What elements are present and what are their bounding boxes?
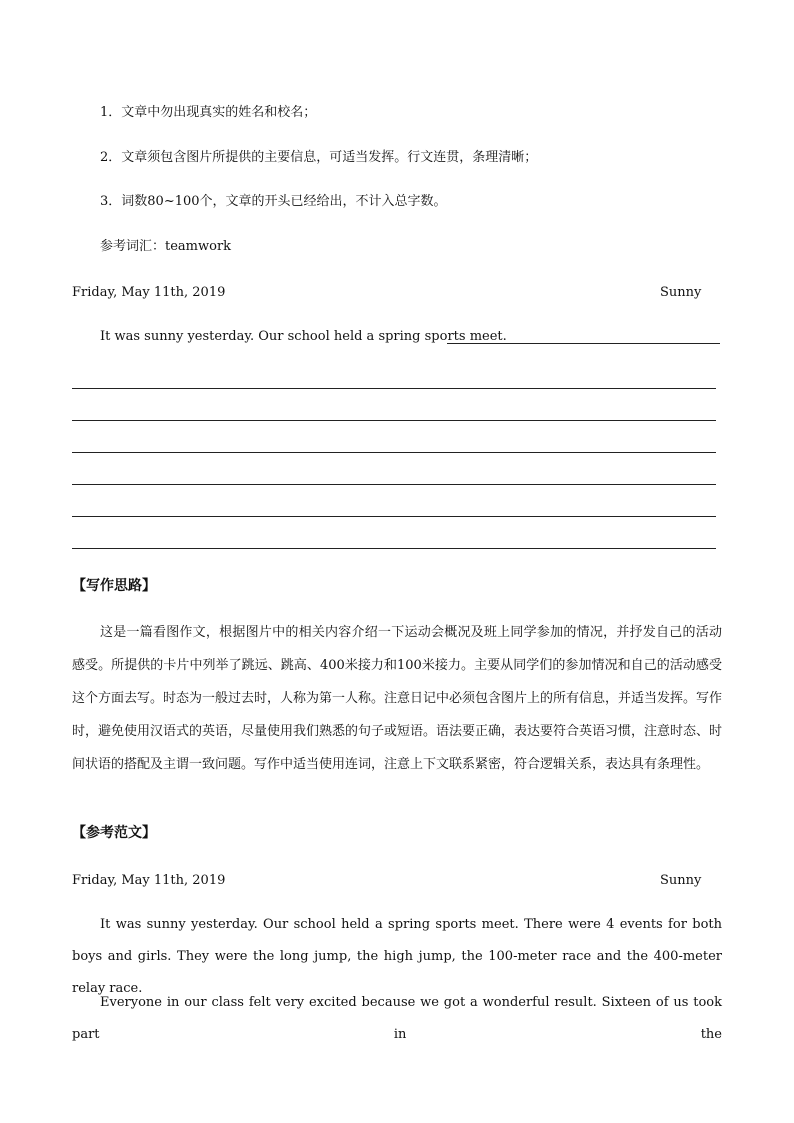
answer-line[interactable] [72,484,716,485]
writing-idea-heading: 【写作思路】 [72,578,156,594]
model-date: Friday, May 11th, 2019 [72,873,226,888]
answer-blank-inline[interactable] [447,343,720,344]
answer-line[interactable] [72,388,716,389]
answer-line[interactable] [72,452,716,453]
vocabulary-hint: 参考词汇：teamwork [100,239,232,254]
writing-idea-text: 这是一篇看图作文，根据图片中的相关内容介绍一下运动会概况及班上同学参加的情况，并抒发自己的活动感受。所提供的卡片中列举了跳远、跳高、400米接力和100米接力。主要从同学们的参加情况和自己的活动感受这个方面去写。时态为一般过去时，人称为第一人称。注意日记中必须包含图片上的所有信息，并适当发挥。写作时，避免使用汉语式的英语，尽量使用我们熟悉的句子或短语。语法要正确，表达要符合英语习惯，注意时态、时间状语的搭配及主谓一致问题。写作中适当使用连词，注意上下文联系紧密，符合逻辑关系，表达具有条理性。 [72,625,723,772]
requirement-2: 2．文章须包含图片所提供的主要信息，可适当发挥。行文连贯，条理清晰； [100,150,538,165]
requirement-3: 3．词数80~100个，文章的开头已经给出，不计入总字数。 [100,194,447,209]
diary-weather: Sunny [660,285,702,300]
diary-date: Friday, May 11th, 2019 [72,285,226,300]
answer-line[interactable] [72,516,716,517]
answer-line[interactable] [72,548,716,549]
answer-line[interactable] [72,420,716,421]
diary-opening: It was sunny yesterday. Our school held a spring sports meet. [100,329,507,344]
requirement-1: 1．文章中勿出现真实的姓名和校名； [100,105,317,120]
model-weather: Sunny [660,873,702,888]
model-essay-heading: 【参考范文】 [72,825,156,841]
model-paragraph-2: Everyone in our class felt very excited because we got a wonderful result. Sixteen of us took part in the [72,995,722,1042]
model-paragraph-1: It was sunny yesterday. Our school held a spring sports meet. There were 4 events for both boys and girls. They were the long jump, the high jump, the 100-meter race and the 400-meter relay race. [72,917,722,996]
